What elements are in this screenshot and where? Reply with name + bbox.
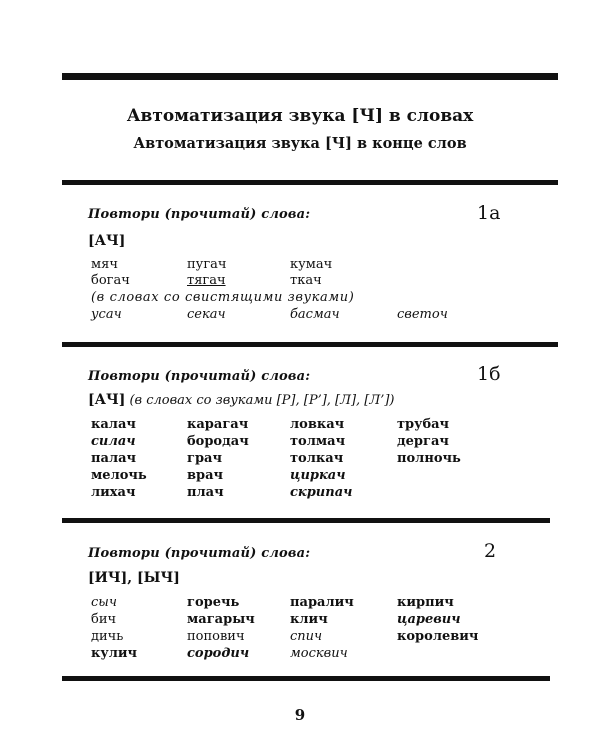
word: толкач bbox=[290, 451, 344, 466]
word: ткач bbox=[290, 273, 322, 288]
word: паралич bbox=[290, 595, 354, 610]
section-1b-label: [АЧ] (в словах со звуками [Р], [Р’], [Л], [Л’]) bbox=[88, 392, 395, 408]
word: усач bbox=[91, 307, 122, 322]
word: спич bbox=[290, 629, 323, 644]
word: попович bbox=[187, 629, 245, 644]
word: мяч bbox=[91, 257, 118, 272]
word: врач bbox=[187, 468, 224, 483]
word: карагач bbox=[187, 417, 249, 432]
word: бич bbox=[91, 612, 117, 627]
section-1b-instruction: Повтори (прочитай) слова: bbox=[88, 369, 311, 384]
word: скрипач bbox=[290, 485, 353, 500]
word: циркач bbox=[290, 468, 346, 483]
section-1a-label: [АЧ] bbox=[88, 233, 126, 249]
word: мелочь bbox=[91, 468, 147, 483]
word: силач bbox=[91, 434, 136, 449]
word: дичь bbox=[91, 629, 124, 644]
page-subtitle: Автоматизация звука [Ч] в конце слов bbox=[133, 135, 467, 152]
section-rule-1 bbox=[62, 180, 558, 185]
word: богач bbox=[91, 273, 130, 288]
word: кумач bbox=[290, 257, 333, 272]
word: толмач bbox=[290, 434, 346, 449]
word: грач bbox=[187, 451, 222, 466]
section-2-number: 2 bbox=[484, 540, 497, 562]
word: полночь bbox=[397, 451, 461, 466]
word: кулич bbox=[91, 646, 138, 661]
word: трубач bbox=[397, 417, 450, 432]
word: королевич bbox=[397, 629, 479, 644]
word: пугач bbox=[187, 257, 227, 272]
word: палач bbox=[91, 451, 137, 466]
section-2-label: [ИЧ], [ЫЧ] bbox=[88, 570, 180, 586]
word: кирпич bbox=[397, 595, 454, 610]
section-1b-note: (в словах со звуками [Р], [Р’], [Л], [Л’]) bbox=[129, 393, 395, 408]
section-2-instruction: Повтори (прочитай) слова: bbox=[88, 546, 311, 561]
section-1b-number: 1б bbox=[477, 363, 501, 385]
word: клич bbox=[290, 612, 328, 627]
section-rule-2 bbox=[62, 342, 558, 347]
word: москвич bbox=[290, 646, 348, 661]
page-number: 9 bbox=[294, 706, 306, 724]
section-rule-3 bbox=[62, 518, 550, 523]
section-1a-instruction: Повтори (прочитай) слова: bbox=[88, 207, 311, 222]
word: горечь bbox=[187, 595, 240, 610]
word: царевич bbox=[397, 612, 461, 627]
word: сыч bbox=[91, 595, 117, 610]
section-1a-subnote: (в словах со свистящими звуками) bbox=[91, 290, 355, 305]
top-rule bbox=[62, 73, 558, 80]
word: калач bbox=[91, 417, 136, 432]
word: плач bbox=[187, 485, 224, 500]
word: ловкач bbox=[290, 417, 345, 432]
word: сородич bbox=[187, 646, 250, 661]
word: светоч bbox=[397, 307, 448, 322]
word: магарыч bbox=[187, 612, 255, 627]
word: лихач bbox=[91, 485, 136, 500]
word: секач bbox=[187, 307, 226, 322]
word: дергач bbox=[397, 434, 449, 449]
section-1a-number: 1а bbox=[477, 202, 501, 224]
word: тягач bbox=[187, 273, 226, 288]
word: бородач bbox=[187, 434, 249, 449]
bottom-rule bbox=[62, 676, 550, 681]
page-title: Автоматизация звука [Ч] в словах bbox=[126, 106, 474, 126]
word: басмач bbox=[290, 307, 340, 322]
